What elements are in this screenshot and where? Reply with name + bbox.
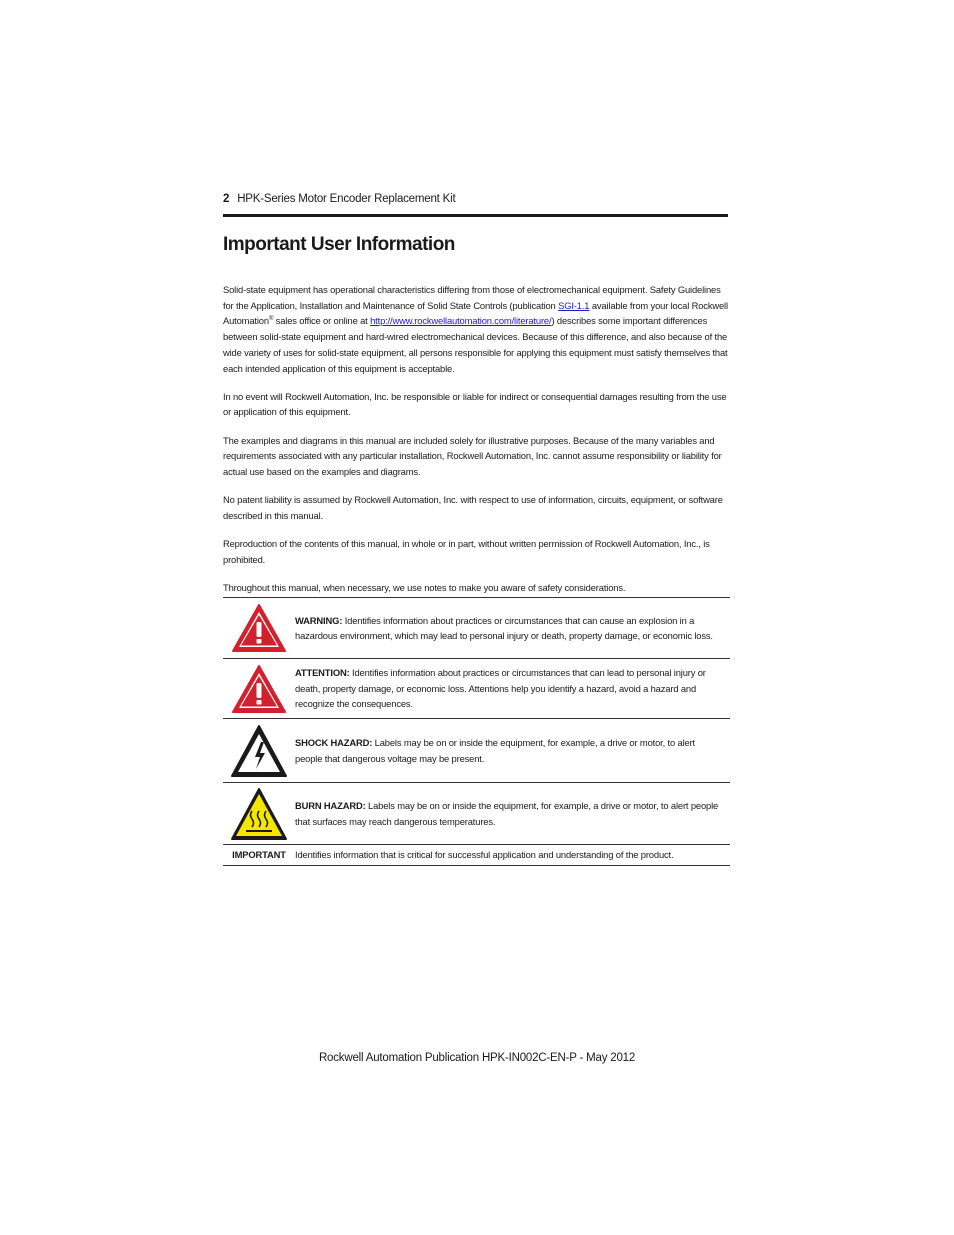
shock-label: SHOCK HAZARD: bbox=[295, 737, 373, 748]
burn-hazard-icon bbox=[223, 783, 295, 844]
shock-hazard-icon bbox=[223, 719, 295, 782]
running-title: HPK-Series Motor Encoder Replacement Kit bbox=[237, 193, 456, 205]
warning-label: WARNING: bbox=[295, 614, 343, 626]
page-footer: Rockwell Automation Publication HPK-IN002C-EN-P - May 2012 bbox=[318, 1052, 636, 1064]
attention-note bbox=[223, 658, 730, 718]
page-title: Important User Information bbox=[223, 234, 455, 255]
p1-text-d: ) describes some important differences between solid-state equipment and hard-wired electromechanical devices. Because of this difference, and also because of the wide variety of uses for solid-state equipment, all persons responsible for applying this equipment must satisfy themselves that each intended application of this equipment is acceptable. bbox=[223, 315, 728, 374]
burn-hazard-note bbox=[223, 782, 730, 844]
page-number: 2 bbox=[223, 193, 230, 205]
registered-mark: ® bbox=[268, 316, 274, 323]
attention-triangle-icon bbox=[223, 659, 295, 718]
safety-notes bbox=[223, 597, 730, 866]
warning-triangle-icon bbox=[223, 598, 295, 658]
warning-text: Identifies information about practices or circumstances that can cause an explosion in a hazardous environment, which may lead to personal injury or death, property damage, or economic loss. bbox=[295, 614, 713, 641]
p1-text-b: available from your local Rockwell Automation bbox=[223, 299, 728, 327]
warning-note bbox=[223, 597, 730, 658]
paragraph-5: Reproduction of the contents of this manual, in whole or in part, without written permission of Rockwell Automation, Inc., is prohibited. bbox=[223, 538, 710, 565]
p1-text-a: Solid-state equipment has operational characteristics differing from those of electromechanical equipment. Safety Guidelines for the Application, Installation and Maintenance of Solid State Controls (publication bbox=[223, 284, 721, 311]
important-text: Identifies information that is critical for successful application and understanding of the product. bbox=[295, 849, 674, 861]
header-rule bbox=[223, 214, 728, 217]
running-head bbox=[223, 193, 728, 205]
burn-label: BURN HAZARD: bbox=[295, 800, 366, 811]
paragraph-4: No patent liability is assumed by Rockwell Automation, Inc. with respect to use of information, circuits, equipment, or software described in this manual. bbox=[223, 494, 723, 521]
attention-label: ATTENTION: bbox=[295, 667, 350, 679]
important-label: IMPORTANT bbox=[232, 849, 286, 861]
sgi-link[interactable]: SGI-1.1 bbox=[558, 299, 590, 311]
burn-text: Labels may be on or inside the equipment, for example, a drive or motor, to alert people that surfaces may reach dangerous temperatures. bbox=[295, 800, 719, 827]
paragraph-6: Throughout this manual, when necessary, we use notes to make you aware of safety considerations. bbox=[223, 582, 626, 594]
literature-link[interactable]: http://www.rockwellautomation.com/literature/ bbox=[370, 315, 552, 327]
shock-text: Labels may be on or inside the equipment, for example, a drive or motor, to alert people that dangerous voltage may be present. bbox=[295, 737, 695, 764]
body-text bbox=[223, 282, 730, 608]
paragraph-3: The examples and diagrams in this manual are included solely for illustrative purposes. Because of the many variables and requirements associated with any particular installation, Rockwell Automation, Inc. cannot assume responsibility or liability for actual use based on the examples and diagrams. bbox=[223, 434, 722, 478]
p1-text-c: sales office or online at bbox=[273, 315, 371, 327]
paragraph-2: In no event will Rockwell Automation, Inc. be responsible or liable for indirect or consequential damages resulting from the use or application of this equipment. bbox=[223, 390, 727, 418]
attention-text: Identifies information about practices or circumstances that can lead to personal injury or death, property damage, or economic loss. Attentions help you identify a hazard, avoid a hazard and recognize the consequences. bbox=[295, 667, 706, 710]
paragraph-1 bbox=[223, 282, 730, 376]
important-note bbox=[223, 844, 730, 866]
shock-hazard-note bbox=[223, 718, 730, 782]
